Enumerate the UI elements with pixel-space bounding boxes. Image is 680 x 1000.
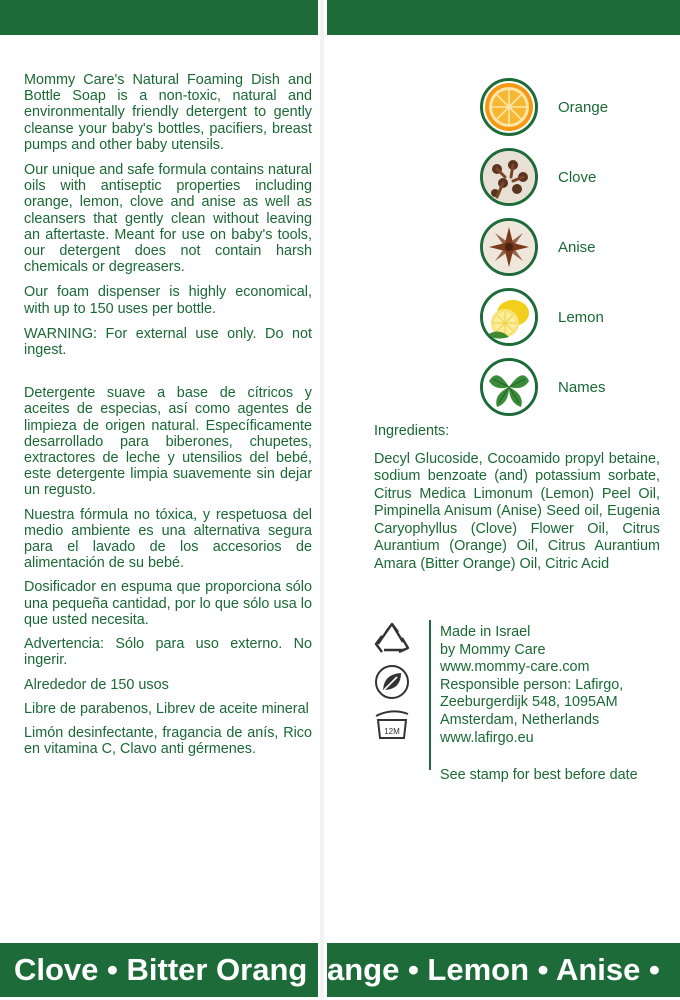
orange-slice-icon [480, 78, 538, 136]
herb-label-clove: Clove [558, 168, 597, 186]
mint-leaves-icon [480, 358, 538, 416]
herb-mint [480, 352, 670, 422]
spanish-paragraph-2: Nuestra fórmula no tóxica, y respetuosa del medio ambiente es una alternativa segura para el lavado de los accesorios de alimentación de su bebé. [24, 506, 312, 572]
bottom-band-right: ange • Lemon • Anise • [327, 943, 680, 997]
manufacturer-block [372, 620, 672, 770]
address-street: Zeeburgerdijk 548, 1095AM [440, 694, 618, 711]
ingredients-list: Decyl Glucoside, Cocoamido propyl betaine, sodium benzoate (and) potassium sorbate, Citrus Medica Limonum (Lemon) Peel Oil, Pimpinella Anisum (Anise) Seed oil, Eugenia Caryophyllus (Clove) Flower Oil, Citrus Aurantium (Orange) Oil, Citrus Aurantium Amara (Bitter Orange) Oil, Citric Acid [374, 450, 660, 572]
responsible-person: Responsible person: Lafirgo, [440, 676, 624, 693]
made-in-line: Made in Israel [440, 624, 531, 640]
panel-divider [320, 0, 324, 1000]
herb-label-names: Names [558, 378, 606, 396]
description-column [24, 72, 312, 765]
english-paragraph-3: Our foam dispenser is highly economical, with up to 150 uses per bottle. [24, 284, 312, 317]
clove-icon [480, 148, 538, 206]
lemon-icon [480, 288, 538, 346]
spanish-paraben-free: Libre de parabenos, Librev de aceite mineral [24, 700, 309, 717]
responsible-website: www.lafirgo.eu [440, 729, 534, 746]
pao-label: 12M [384, 727, 400, 736]
star-anise-icon [480, 218, 538, 276]
open-jar-icon [372, 706, 412, 742]
herb-orange [480, 72, 670, 142]
manufacturer-divider-line [429, 620, 431, 770]
english-paragraph-2: Our unique and safe formula contains natural oils with antiseptic properties including orange, lemon, clove and anise as well as cleansers that gently clean without leaving an aftertaste. Meant for use on baby's tools, our detergent does not contain harsh chemicals or degreasers. [24, 162, 312, 276]
top-band-right [327, 0, 680, 35]
brand-website: www.mommy-care.com [440, 659, 590, 676]
spanish-paragraph-1: Detergente suave a base de cítricos y aceites de especias, así como agentes de limpieza de origen natural. Específicamente desarrollado para biberones, chupetes, extractores de leche y utensilios del bebé, este detergente limpia suavemente sin dejar un regusto. [24, 385, 312, 499]
spanish-warning: Advertencia: Sólo para uso externo. No ingerir. [24, 636, 312, 669]
herb-anise [480, 212, 670, 282]
herb-label-orange: Orange [558, 98, 609, 116]
spanish-paragraph-3: Dosificador en espuma que proporciona sólo una pequeña cantidad, por lo que sólo usa lo que usted necesita. [24, 579, 312, 628]
herb-clove [480, 142, 670, 212]
herb-label-lemon: Lemon [558, 308, 604, 326]
english-paragraph-1: Mommy Care's Natural Foaming Dish and Bottle Soap is a non-toxic, natural and environmentally friendly detergent to gently cleanse your baby's bottles, pacifiers, breast pumps and other baby utensils. [24, 72, 312, 153]
best-before-note: See stamp for best before date [440, 767, 638, 783]
brand-line: by Mommy Care [440, 641, 546, 658]
recycle-icon [372, 620, 412, 660]
manufacturer-text [440, 624, 623, 747]
bottom-band-left: Clove • Bitter Orang [0, 943, 318, 997]
leaf-icon [372, 662, 412, 702]
spanish-uses: Alrededor de 150 usos [24, 676, 169, 693]
top-band-left [0, 0, 318, 35]
english-warning: WARNING: For external use only. Do not ingest. [24, 325, 312, 359]
herb-lemon [480, 282, 670, 352]
spanish-benefits: Limón desinfectante, fragancia de anís, Rico en vitamina C, Clavo anti gérmenes. [24, 724, 312, 758]
ingredients-section [374, 423, 660, 573]
herb-list [480, 72, 670, 422]
address-city: Amsterdam, Netherlands [440, 711, 600, 728]
herb-label-anise: Anise [558, 238, 596, 256]
ingredients-title: Ingredients: [374, 423, 450, 439]
